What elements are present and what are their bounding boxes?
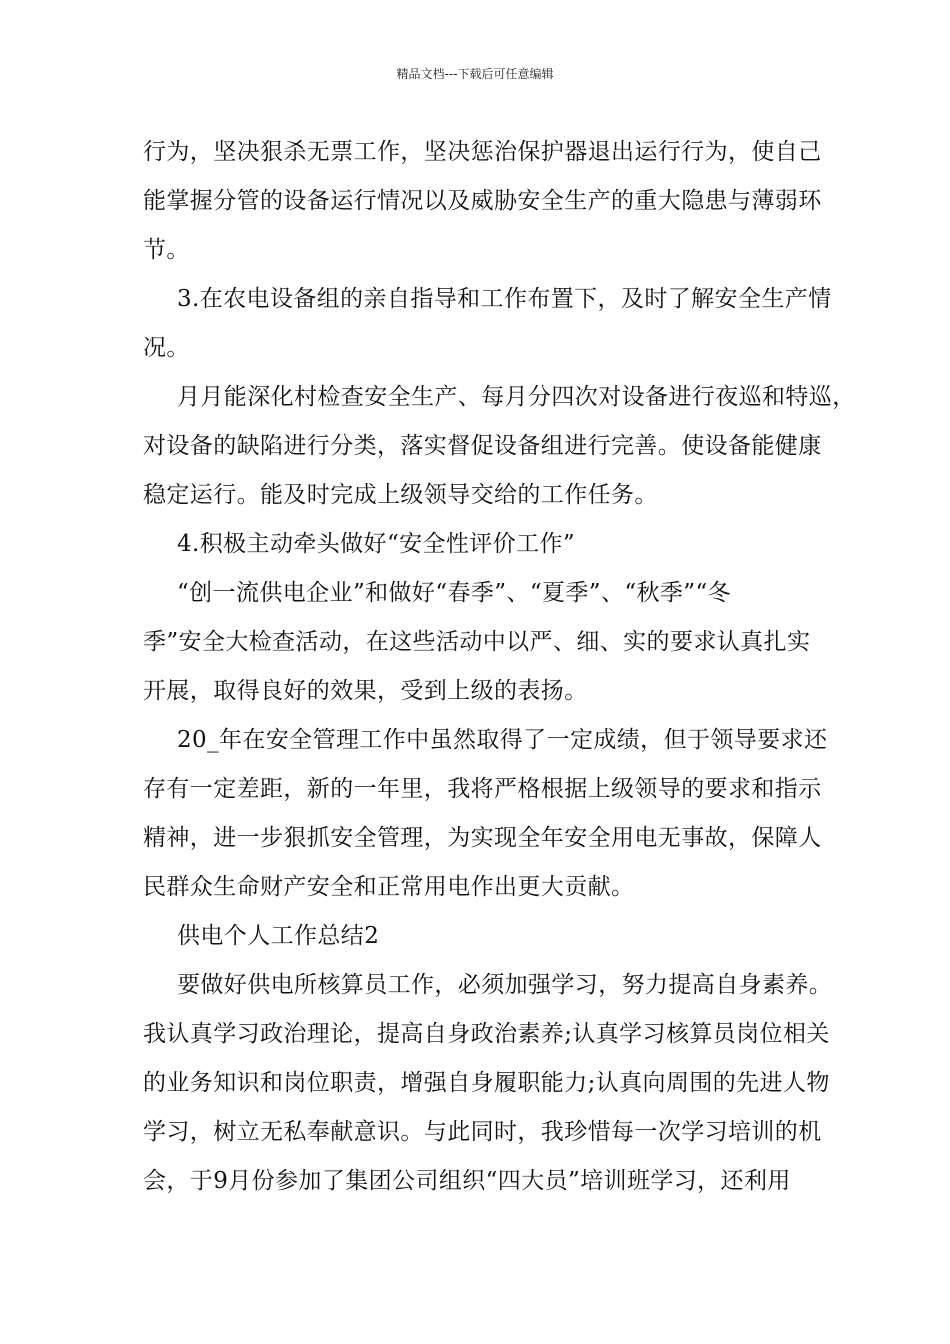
text-line: 节。 (143, 237, 190, 263)
text-line: 20_年在安全管理工作中虽然取得了一定成绩，但于领导要求还 (177, 727, 828, 753)
text-line: 对设备的缺陷进行分类，落实督促设备组进行完善。使设备能健康 (143, 433, 822, 459)
text-line: 会，于9月份参加了集团公司组织“四大员”培训班学习，还利用 (143, 1168, 791, 1194)
text-line: 的业务知识和岗位职责，增强自身履职能力;认真向周围的先进人物 (143, 1070, 830, 1096)
text-line: 存有一定差距，新的一年里，我将严格根据上级领导的要求和指示 (143, 776, 822, 802)
text-line: 稳定运行。能及时完成上级领导交给的工作任务。 (143, 482, 658, 508)
text-line: 民群众生命财产安全和正常用电作出更大贡献。 (143, 874, 635, 900)
text-line: 3.在农电设备组的亲自指导和工作布置下，及时了解安全生产情 (177, 286, 832, 312)
text-line: 学习，树立无私奉献意识。与此同时，我珍惜每一次学习培训的机 (143, 1119, 822, 1145)
text-line: 4.积极主动牵头做好“安全性评价工作” (177, 531, 576, 557)
section-heading: 供电个人工作总结2 (177, 923, 380, 949)
text-line: 季”安全大检查活动，在这些活动中以严、细、实的要求认真扎实 (143, 629, 811, 655)
text-line: 我认真学习政治理论，提高自身政治素养;认真学习核算员岗位相关 (143, 1021, 830, 1047)
text-line: 精神，进一步狠抓安全管理，为实现全年安全用电无事故，保障人 (143, 825, 822, 851)
text-line: “创一流供电企业”和做好“春季”、“夏季”、“秋季”“冬 (177, 580, 732, 606)
text-line: 能掌握分管的设备运行情况以及威胁安全生产的重大隐患与薄弱环 (143, 188, 822, 214)
text-line: 况。 (143, 335, 190, 361)
text-line: 要做好供电所核算员工作，必须加强学习，努力提高自身素养。 (177, 972, 833, 998)
text-line: 开展，取得良好的效果，受到上级的表扬。 (143, 678, 588, 704)
page-header: 精品文档---下载后可任意编辑 (396, 67, 554, 81)
text-line: 月月能深化村检查安全生产、每月分四次对设备进行夜巡和特巡， (177, 384, 856, 410)
text-line: 行为，坚决狠杀无票工作，坚决惩治保护器退出运行行为，使自己 (143, 139, 822, 165)
document-body (143, 128, 856, 1206)
